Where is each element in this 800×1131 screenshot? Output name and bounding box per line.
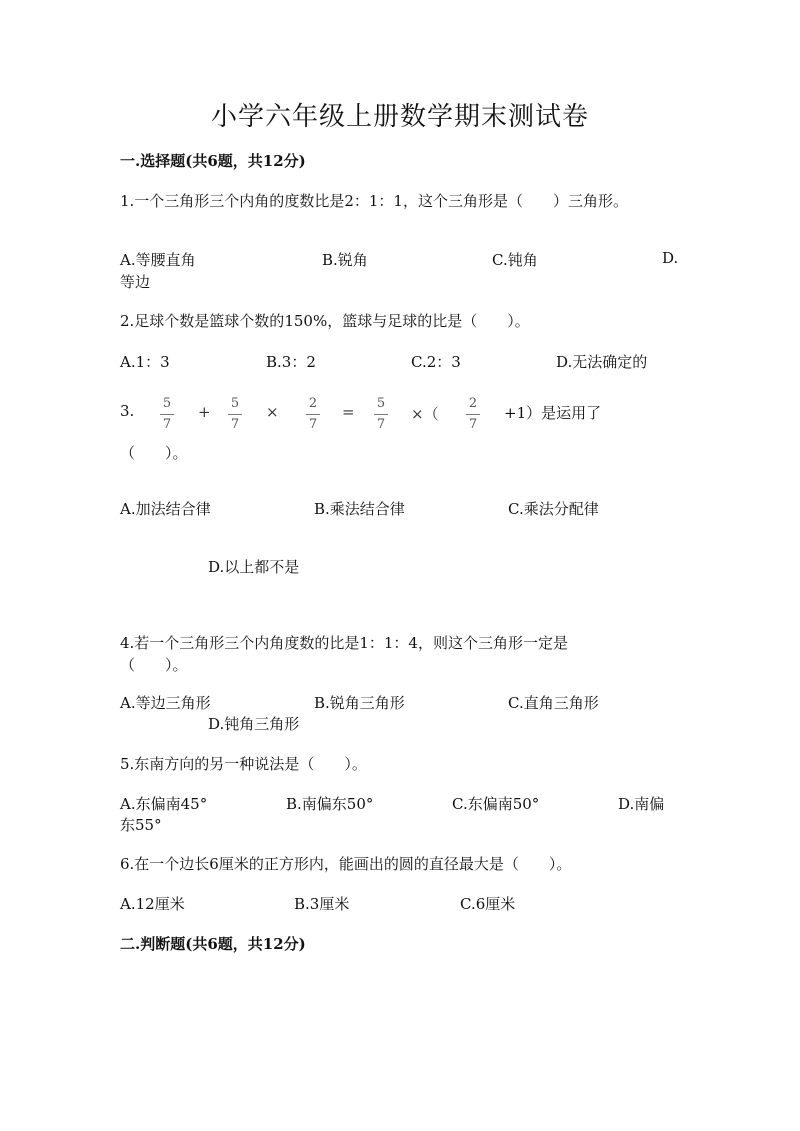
fraction-numerator: 5 bbox=[376, 396, 386, 411]
fraction-bar bbox=[160, 414, 174, 415]
question-6-option-a: A.12厘米 bbox=[120, 895, 185, 913]
fraction-five-sevenths bbox=[223, 396, 247, 433]
fraction-denominator: 7 bbox=[230, 417, 240, 432]
question-1-stem: 1.一个三角形三个内角的度数比是2：1：1，这个三角形是（ ）三角形。 bbox=[120, 192, 628, 210]
fraction-two-sevenths bbox=[461, 396, 485, 433]
fraction-numerator: 2 bbox=[468, 396, 478, 411]
question-2-option-c: C.2：3 bbox=[411, 353, 461, 371]
question-6-stem: 6.在一个边长6厘米的正方形内，能画出的圆的直径最大是（ ）。 bbox=[120, 855, 572, 873]
question-5-option-d-wrap: 东55° bbox=[120, 816, 162, 834]
fraction-numerator: 5 bbox=[230, 396, 240, 411]
fraction-five-sevenths bbox=[369, 396, 393, 433]
question-1-option-b: B.锐角 bbox=[322, 251, 368, 269]
fraction-five-sevenths bbox=[155, 396, 179, 433]
times-paren-operator: ×（ bbox=[411, 405, 439, 423]
question-4-option-d: D.钝角三角形 bbox=[208, 715, 300, 733]
question-4-option-c: C.直角三角形 bbox=[508, 694, 599, 712]
question-6-option-c: C.6厘米 bbox=[460, 895, 516, 913]
question-2-stem: 2.足球个数是篮球个数的150%，篮球与足球的比是（ ）。 bbox=[120, 312, 530, 330]
section-heading-judgement: 二.判断题(共6题，共12分) bbox=[120, 935, 306, 953]
fraction-bar bbox=[374, 414, 388, 415]
fraction-numerator: 5 bbox=[162, 396, 172, 411]
fraction-numerator: 2 bbox=[308, 396, 318, 411]
fraction-denominator: 7 bbox=[376, 417, 386, 432]
question-4-option-a: A.等边三角形 bbox=[120, 694, 211, 712]
times-operator: × bbox=[266, 403, 279, 421]
question-5-option-b: B.南偏东50° bbox=[286, 795, 374, 813]
question-3-option-d: D.以上都不是 bbox=[208, 558, 300, 576]
question-2-option-b: B.3：2 bbox=[266, 353, 316, 371]
question-6-option-b: B.3厘米 bbox=[294, 895, 350, 913]
question-4-blank: （ ）。 bbox=[120, 656, 188, 674]
question-4-stem: 4.若一个三角形三个内角度数的比是1：1：4，则这个三角形一定是 bbox=[120, 634, 568, 652]
question-1-option-c: C.钝角 bbox=[492, 251, 538, 269]
question-2-option-d: D.无法确定的 bbox=[556, 353, 648, 371]
fraction-denominator: 7 bbox=[162, 417, 172, 432]
fraction-bar bbox=[466, 414, 480, 415]
question-3-tail: +1）是运用了 bbox=[504, 404, 602, 422]
question-5-stem: 5.东南方向的另一种说法是（ ）。 bbox=[120, 755, 367, 773]
fraction-denominator: 7 bbox=[308, 417, 318, 432]
question-3-blank: （ ）。 bbox=[120, 444, 188, 462]
equals-operator: = bbox=[342, 403, 355, 421]
question-3-option-a: A.加法结合律 bbox=[120, 500, 211, 518]
question-1-option-a: A.等腰直角 bbox=[120, 251, 196, 269]
question-4-option-b: B.锐角三角形 bbox=[314, 694, 405, 712]
question-1-option-d-wrap: 等边 bbox=[120, 273, 151, 291]
question-3-option-c: C.乘法分配律 bbox=[508, 500, 599, 518]
question-5-option-a: A.东偏南45° bbox=[120, 795, 208, 813]
question-5-option-c: C.东偏南50° bbox=[452, 795, 540, 813]
fraction-bar bbox=[228, 414, 242, 415]
section-heading-choice: 一.选择题(共6题，共12分) bbox=[120, 152, 306, 170]
question-3-number: 3. bbox=[120, 402, 135, 420]
question-5-option-d: D.南偏 bbox=[618, 795, 665, 813]
page-title: 小学六年级上册数学期末测试卷 bbox=[210, 102, 589, 132]
question-2-option-a: A.1：3 bbox=[120, 353, 170, 371]
fraction-two-sevenths bbox=[301, 396, 325, 433]
fraction-bar bbox=[306, 414, 320, 415]
plus-operator: + bbox=[198, 403, 211, 421]
question-3-option-b: B.乘法结合律 bbox=[314, 500, 405, 518]
question-1-option-d: D. bbox=[662, 249, 679, 267]
fraction-denominator: 7 bbox=[468, 417, 478, 432]
